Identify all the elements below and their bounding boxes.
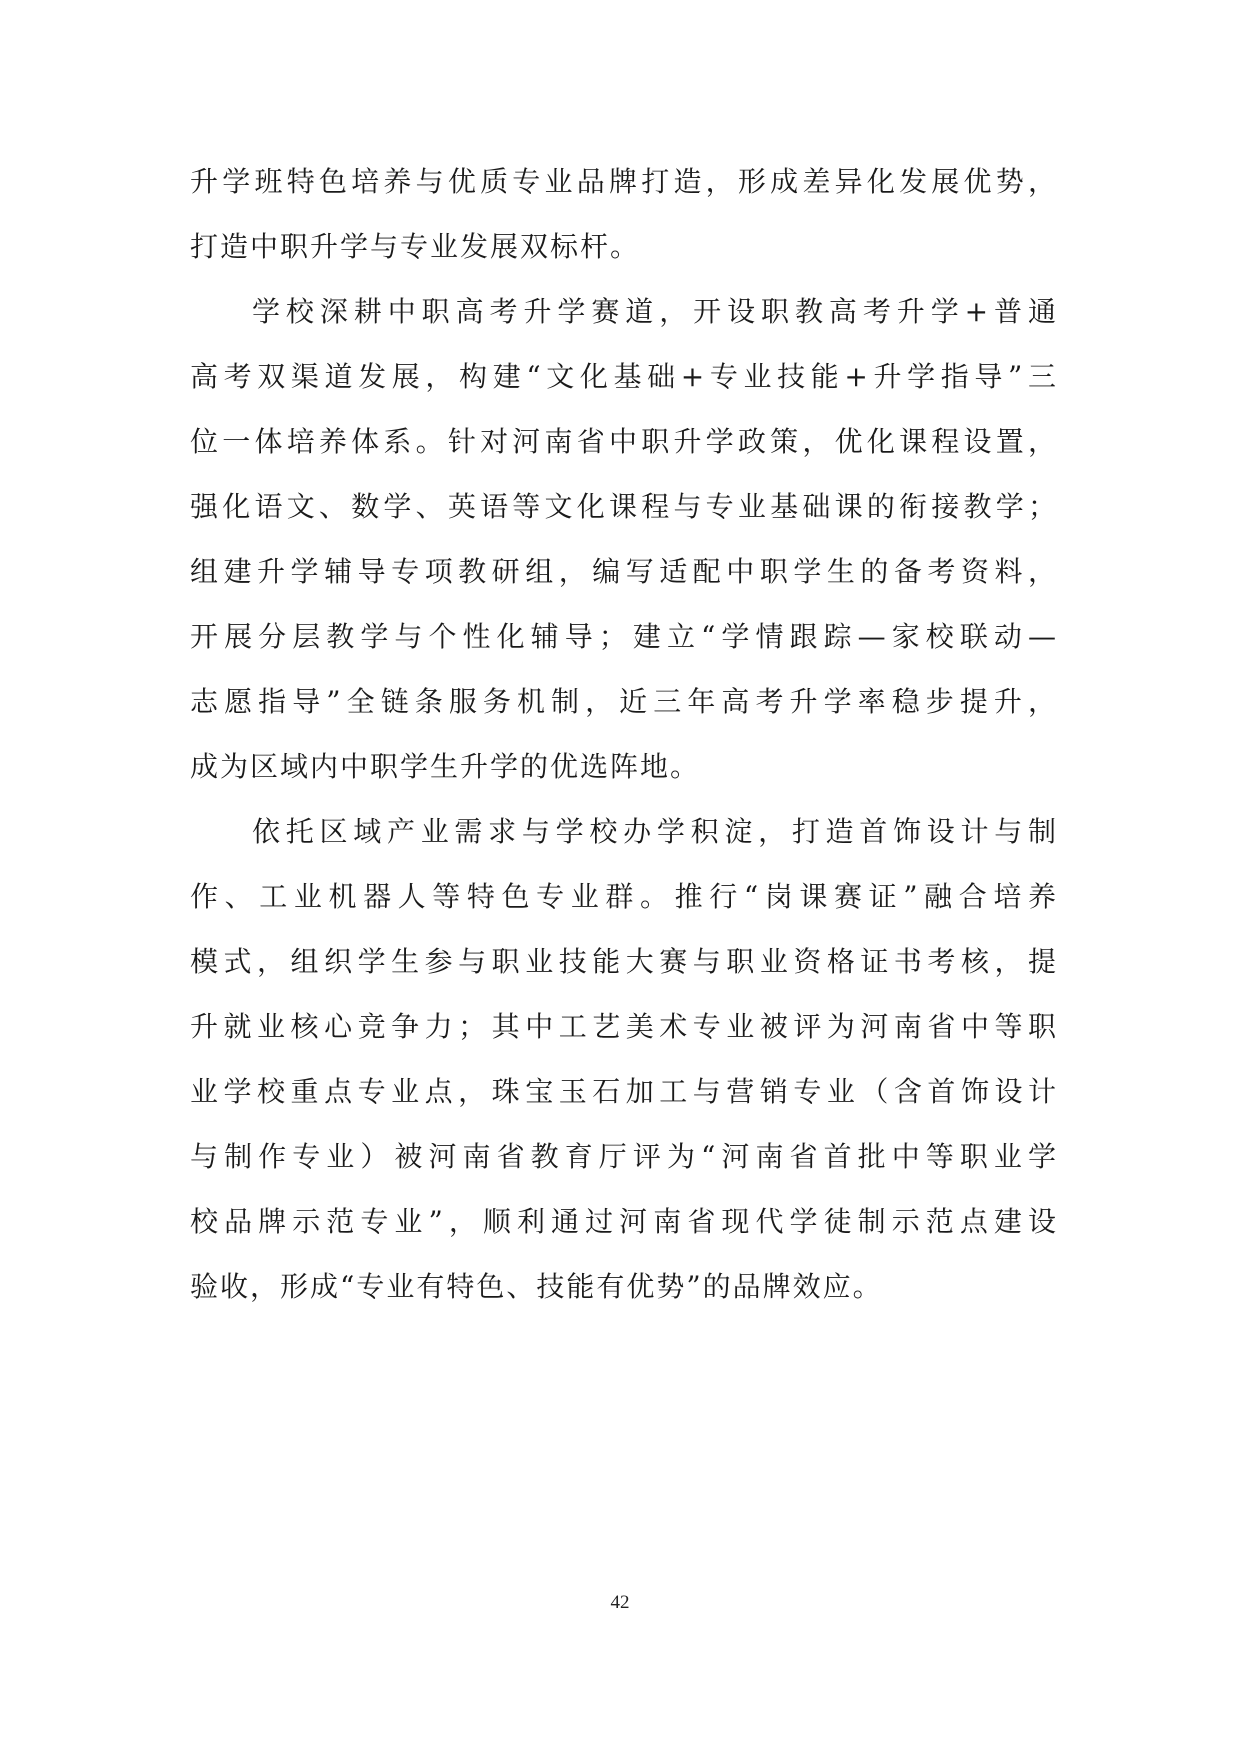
text-line: 组建升学辅导专项教研组，编写适配中职学生的备考资料， [190,555,1058,588]
text-line: 与制作专业）被河南省教育厅评为“河南省首批中等职业学 [190,1140,1058,1173]
text-line: 开展分层教学与个性化辅导；建立“学情跟踪—家校联动— [190,620,1058,653]
paragraph-specialty-brand [190,808,1058,1328]
text-line: 志愿指导”全链条服务机制，近三年高考升学率稳步提升， [190,685,1058,718]
text-line: 业学校重点专业点，珠宝玉石加工与营销专业（含首饰设计 [190,1075,1058,1108]
text-line: 验收，形成“专业有特色、技能有优势”的品牌效应。 [190,1270,883,1303]
text-line: 学校深耕中职高考升学赛道，开设职教高考升学+普通 [252,295,1058,328]
text-line: 高考双渠道发展，构建“文化基础+专业技能+升学指导”三 [190,360,1058,393]
page-number: 42 [610,1592,630,1613]
text-line: 成为区域内中职学生升学的优选阵地。 [190,750,701,783]
text-line: 位一体培养体系。针对河南省中职升学政策，优化课程设置， [190,425,1058,458]
text-line: 作、工业机器人等特色专业群。推行“岗课赛证”融合培养 [190,880,1058,913]
text-line: 升学班特色培养与优质专业品牌打造，形成差异化发展优势， [190,165,1058,198]
text-line: 模式，组织学生参与职业技能大赛与职业资格证书考核，提 [190,945,1058,978]
text-line: 打造中职升学与专业发展双标杆。 [190,230,641,263]
text-line: 依托区域产业需求与学校办学积淀，打造首饰设计与制 [252,815,1058,848]
paragraph-college-entrance [190,288,1058,808]
text-line: 校品牌示范专业”，顺利通过河南省现代学徒制示范点建设 [190,1205,1058,1238]
paragraph-continuation [190,158,1058,288]
text-line: 升就业核心竞争力；其中工艺美术专业被评为河南省中等职 [190,1010,1058,1043]
body-text [190,158,1058,1328]
text-line: 强化语文、数学、英语等文化课程与专业基础课的衔接教学； [190,490,1058,523]
